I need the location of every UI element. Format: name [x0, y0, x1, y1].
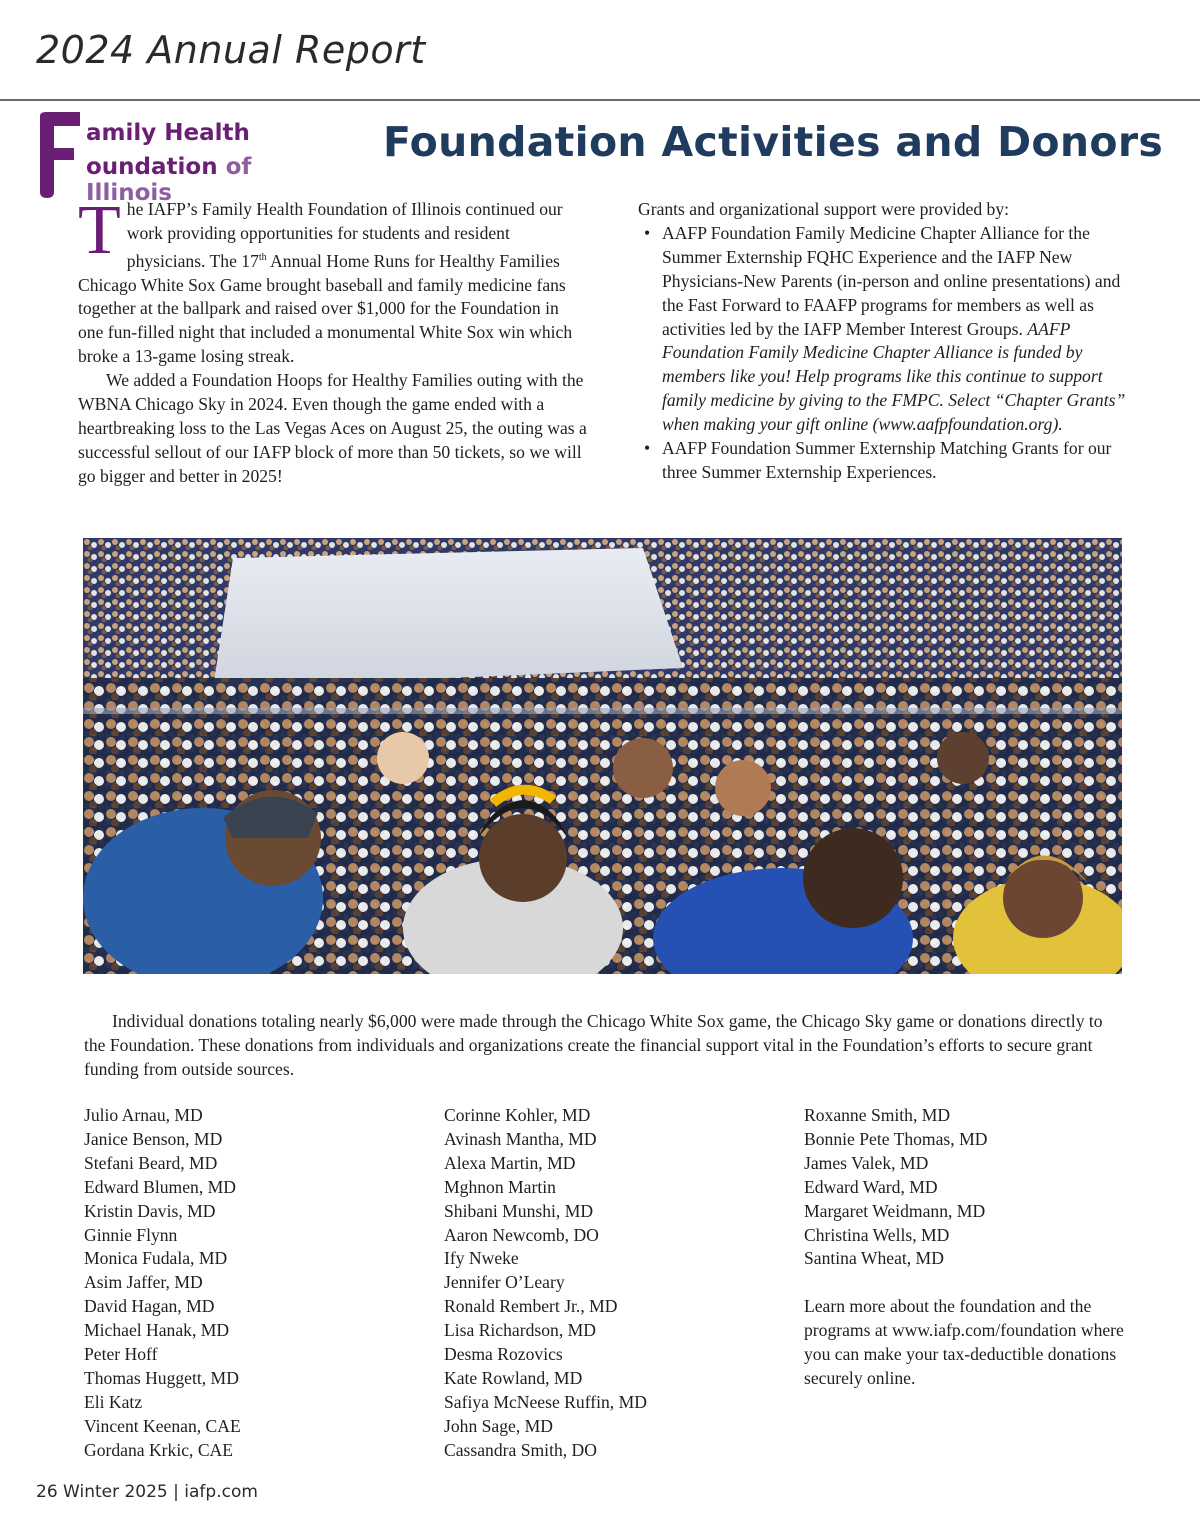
donor-name: Michael Hanak, MD	[84, 1320, 230, 1341]
donor-name: Alexa Martin, MD	[444, 1152, 576, 1173]
donor-name: Ginnie Flynn	[84, 1224, 178, 1245]
bullet-icon: •	[644, 438, 651, 459]
logo-text-line1: amily Health	[86, 120, 250, 146]
logo-foundation-word: oundation	[86, 154, 218, 180]
donor-name: Eli Katz	[84, 1391, 143, 1412]
ordinal-suffix: th	[258, 251, 267, 263]
donor-name: Julio Arnau, MD	[84, 1105, 203, 1125]
grant-item	[638, 437, 1128, 485]
donor-name: Edward Blumen, MD	[84, 1176, 236, 1197]
donor-name: Thomas Huggett, MD	[84, 1367, 239, 1388]
donor-name: Monica Fudala, MD	[84, 1248, 228, 1269]
grant-item-text: AAFP Foundation Summer Externship Matching Grants for our three Summer Externship Experiences.	[662, 438, 1112, 482]
grant-item	[638, 222, 1128, 437]
donor-name: Ify Nweke	[444, 1248, 519, 1269]
donor-name: Cassandra Smith, DO	[444, 1439, 597, 1460]
logo-state-word: Illinois	[86, 180, 172, 206]
grants-list	[638, 222, 1128, 485]
donor-name: Margaret Weidmann, MD	[804, 1200, 986, 1221]
learn-more-text: Learn more about the foundation and the programs at www.iafp.com/foundation where you can make your tax-deductible donations securely online.	[804, 1296, 1124, 1388]
logo-of-word: of	[225, 154, 252, 180]
right-column	[638, 198, 1128, 485]
donor-name: Janice Benson, MD	[84, 1128, 223, 1149]
drop-cap: T	[78, 192, 121, 269]
crowd-photo	[83, 538, 1122, 974]
donor-list-column-2	[444, 1104, 784, 1463]
grants-intro: Grants and organizational support were provided by:	[638, 199, 1009, 219]
donor-name: Corinne Kohler, MD	[444, 1105, 591, 1125]
donor-name: John Sage, MD	[444, 1415, 553, 1436]
donor-name: Edward Ward, MD	[804, 1176, 938, 1197]
donor-name: Aaron Newcomb, DO	[444, 1224, 599, 1245]
donor-name: David Hagan, MD	[84, 1296, 215, 1317]
donor-name: Desma Rozovics	[444, 1344, 563, 1365]
donations-intro-paragraph: Individual donations totaling nearly $6,000 were made through the Chicago White Sox game, the Chicago Sky game or donations directly to the Foundation. These donations from individuals and organizations create the financial support vital in the Foundation’s efforts to secure grant funding from outside sources.	[84, 1011, 1103, 1079]
intro-text: he IAFP’s Family Health Foundation of Illinois continued our work providing opportunities for students and resident physicians. The 17	[126, 199, 563, 271]
donor-name: Safiya McNeese Ruffin, MD	[444, 1391, 647, 1412]
sky-game-paragraph: We added a Foundation Hoops for Healthy Families outing with the WBNA Chicago Sky in 2024. Even though the game ended with a heartbreaking loss to the Las Vegas Aces on August 25, the outing was a successful sellout of our IAFP block of more than 50 tickets, so we will go bigger and better in 2025!	[78, 370, 587, 486]
grant-item-text: AAFP Foundation Family Medicine Chapter Alliance for the Summer Externship FQHC Experience and the IAFP New Physicians-New Parents (in-person and online presentations) and the Fast Forward to FAAFP programs for members as well as activities led by the IAFP Member Interest Groups.	[662, 222, 1121, 339]
bullet-icon: •	[644, 222, 651, 243]
page-footer: 26 Winter 2025 | iafp.com	[36, 1482, 258, 1502]
donor-name: Jennifer O’Leary	[444, 1272, 565, 1293]
foundation-logo	[36, 112, 336, 206]
donor-name: Asim Jaffer, MD	[84, 1272, 203, 1293]
donor-name: Peter Hoff	[84, 1344, 158, 1365]
header-divider	[0, 99, 1200, 101]
donor-name: Kristin Davis, MD	[84, 1200, 216, 1221]
donor-name: Bonnie Pete Thomas, MD	[804, 1128, 988, 1149]
donor-name: Shibani Munshi, MD	[444, 1200, 594, 1221]
arena-crowd-illustration	[83, 538, 1122, 974]
logo-f-mark-icon	[36, 112, 82, 198]
donor-name: James Valek, MD	[804, 1152, 929, 1173]
donor-name: Santina Wheat, MD	[804, 1248, 944, 1269]
donor-list-column-3	[804, 1104, 1164, 1391]
left-column	[78, 192, 588, 489]
donor-name: Roxanne Smith, MD	[804, 1105, 951, 1125]
donor-name: Vincent Keenan, CAE	[84, 1415, 241, 1436]
donor-name: Avinash Mantha, MD	[444, 1128, 597, 1149]
donor-name: Ronald Rembert Jr., MD	[444, 1296, 618, 1317]
donor-list-column-1	[84, 1104, 424, 1463]
donor-name: Lisa Richardson, MD	[444, 1320, 596, 1341]
donor-name: Stefani Beard, MD	[84, 1152, 218, 1173]
donor-name: Gordana Krkic, CAE	[84, 1439, 234, 1460]
donor-name: Kate Rowland, MD	[444, 1367, 583, 1388]
donor-name: Mghnon Martin	[444, 1176, 556, 1197]
intro-text-end: Annual Home Runs for Healthy Families Chicago White Sox Game brought baseball and family medicine fans together at the ballpark and raised over $1,000 for the Foundation in one fun-filled night that included a monumental White Sox win which broke a 13-game losing streak.	[78, 250, 573, 367]
page-title: Foundation Activities and Donors	[383, 118, 1164, 166]
grant-item-italic: AAFP Foundation Family Medicine Chapter Alliance is funded by members like you! Help programs like this continue to support family medicine by giving to the FMPC. Select “Chapter Grants” when making your gift online (www.aafpfoundation.org).	[662, 318, 1126, 435]
intro-paragraph	[78, 192, 588, 369]
running-header-title: 2024 Annual Report	[36, 28, 426, 72]
donor-name: Christina Wells, MD	[804, 1224, 950, 1245]
